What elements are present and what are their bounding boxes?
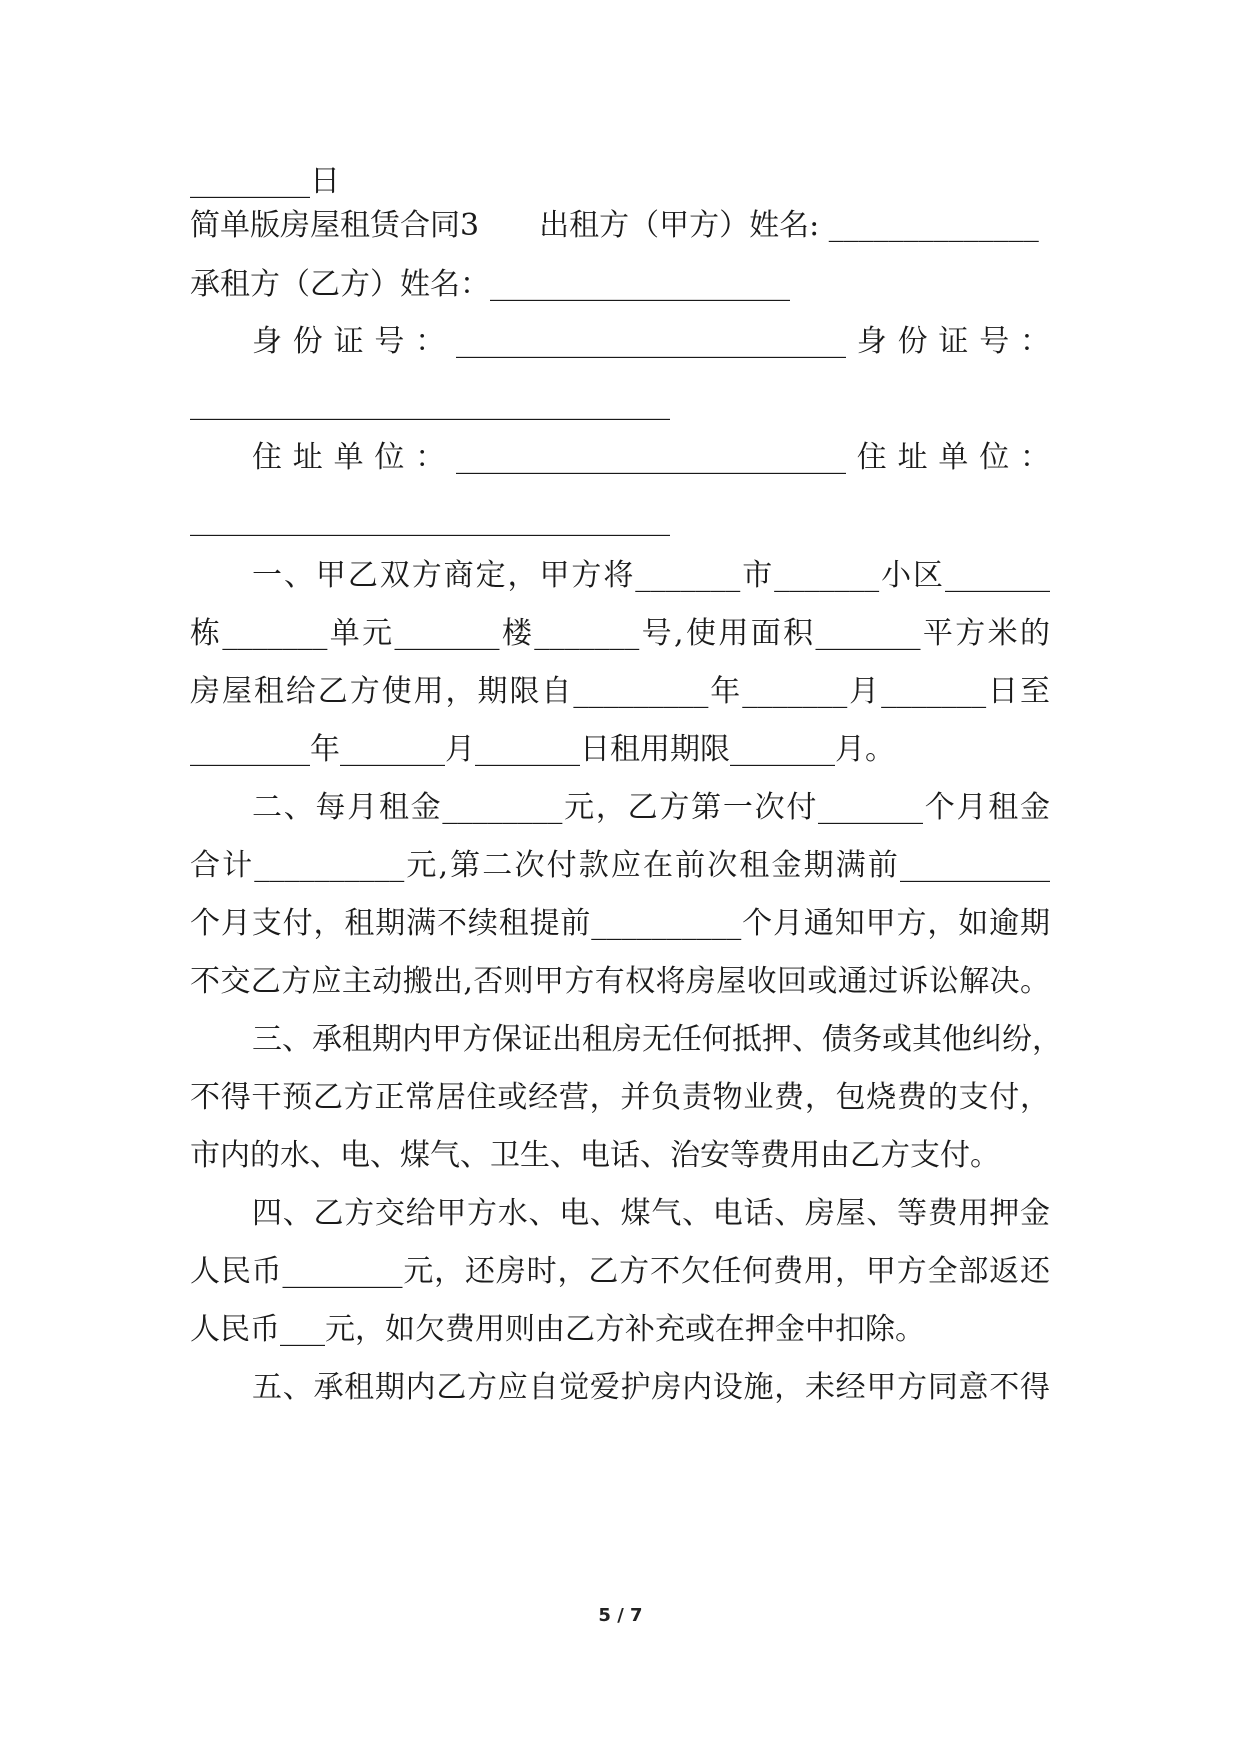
text-line: 合计__________元,第二次付款应在前次租金期满前__________ [190, 848, 1050, 883]
text-line: ________日 [190, 164, 340, 199]
clause-5-line: 五、承租期内乙方应自觉爱护房内设施，未经甲方同意不得 [252, 1370, 1050, 1405]
contract-title-line: 简单版房屋租赁合同3 出租方（甲方）姓名: ______________ [190, 208, 1039, 243]
clause-3-line: 三、承租期内甲方保证出租房无任何抵押、债务或其他纠纷， [252, 1022, 1062, 1057]
text-line: 房屋租给乙方使用，期限自_________年_______月_______日至 [190, 674, 1050, 709]
clause-2-line: 二、每月租金________元，乙方第一次付_______个月租金 [252, 790, 1050, 825]
text-line: 不得干预乙方正常居住或经营，并负责物业费，包烧费的支付， [190, 1080, 1050, 1115]
text-line: ________________________________ [190, 502, 670, 537]
text-line: 不交乙方应主动搬出,否则甲方有权将房屋收回或通过诉讼解决。 [190, 964, 1050, 999]
page-number: 5 / 7 [598, 1605, 643, 1626]
address-line: 住址单位：__________________________住址单位： [252, 440, 1050, 475]
text-line: 个月支付，租期满不续租提前__________个月通知甲方，如逾期 [190, 906, 1050, 941]
text-line: 人民币________元，还房时，乙方不欠任何费用，甲方全部返还 [190, 1254, 1050, 1289]
id-number-line: 身份证号：__________________________身份证号： [252, 324, 1050, 359]
text-line: 人民币___元，如欠费用则由乙方补充或在押金中扣除。 [190, 1312, 925, 1347]
text-line: 市内的水、电、煤气、卫生、电话、治安等费用由乙方支付。 [190, 1138, 1000, 1173]
text-line: 栋_______单元_______楼_______号,使用面积_______平方米的 [190, 616, 1050, 651]
text-line: 承租方（乙方）姓名：____________________ [190, 267, 790, 302]
text-line: ________________________________ [190, 386, 670, 421]
clause-1-line: 一、甲乙双方商定，甲方将_______市_______小区_______ [252, 558, 1050, 593]
clause-4-line: 四、乙方交给甲方水、电、煤气、电话、房屋、等费用押金 [252, 1196, 1050, 1231]
text-line: ________年_______月_______日租用期限_______月。 [190, 732, 895, 767]
